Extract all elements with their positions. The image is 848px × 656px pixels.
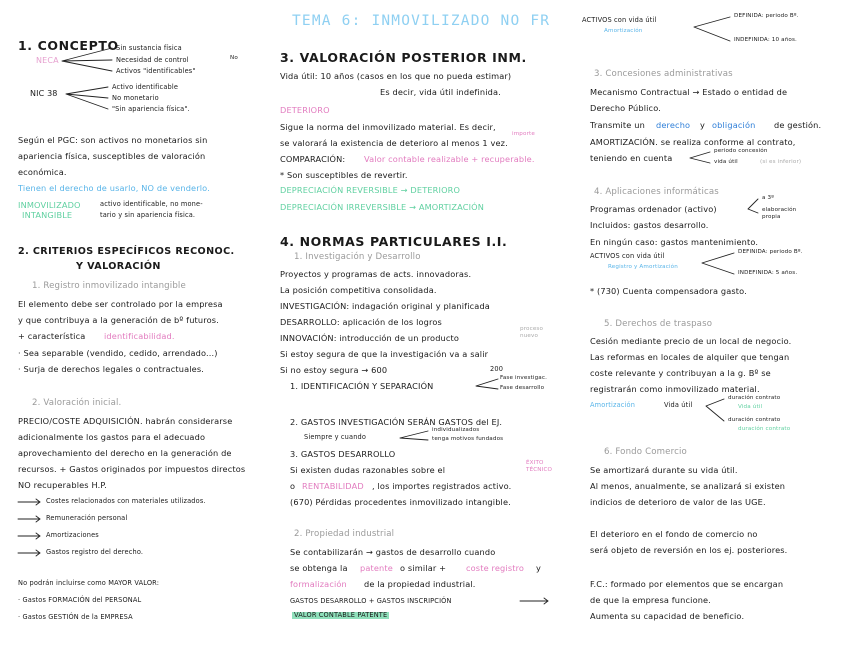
neca-label: NECA — [36, 56, 59, 65]
gastos-inscripcion: GASTOS DESARROLLO + GASTOS INSCRIPCIÓN — [290, 597, 452, 605]
dudas-o: o — [290, 481, 296, 491]
body-text: indicios de deterioro de valor de las UGE. — [590, 497, 766, 507]
registro-amortizacion: Registro y Amortización — [608, 264, 678, 270]
pgc-text: apariencia física, susceptibles de valoración — [18, 151, 206, 161]
body-text: * (730) Cuenta compensadora gasto. — [590, 286, 747, 296]
siempre-cuando: Siempre y cuando — [304, 433, 367, 441]
formalizacion-text: formalización — [290, 579, 347, 589]
arrow-item: Gastos registro del derecho. — [46, 548, 144, 556]
body-text: y — [700, 120, 705, 130]
rentabilidad-text: RENTABILIDAD — [302, 481, 364, 491]
comparacion-label: COMPARACIÓN: — [280, 154, 346, 164]
sub-aplicaciones: 4. Aplicaciones informáticas — [594, 187, 719, 197]
vida-util-text: Vida útil: 10 años (casos en los que no pueda estimar) — [280, 71, 512, 81]
sub-concesiones: 3. Concesiones administrativas — [594, 69, 733, 79]
inmovilizado-label: INMOVILIZADO — [18, 200, 81, 210]
neca-item: Activos "identificables" — [116, 67, 196, 75]
vida-util-text: Es decir, vida útil indefinida. — [380, 87, 501, 97]
body-text: + característica — [18, 331, 86, 341]
body-text: INNOVACIÓN: introducción de un producto — [280, 333, 460, 343]
definida-periodo: DEFINIDA: periodo Bº. — [734, 13, 799, 19]
body-text: de que la empresa funcione. — [590, 595, 712, 605]
nic-label: NIC 38 — [30, 89, 58, 98]
body-text: Incluidos: gastos desarrollo. — [590, 220, 709, 230]
indefinida-periodo: INDEFINIDA: 5 años. — [738, 270, 798, 276]
page-title: TEMA 6: INMOVILIZADO NO FR — [292, 13, 551, 29]
derecho-text: Tienen el derecho de usarlo, NO de venderlo. — [18, 183, 210, 193]
cuenta-200: 200 — [490, 365, 504, 373]
si-inferior: (si es inferior) — [760, 159, 802, 165]
body-text: Transmite un — [590, 120, 645, 130]
body-text: PRECIO/COSTE ADQUISICIÓN. habrán considerarse — [18, 416, 233, 426]
sub-propiedad-industrial: 2. Propiedad industrial — [294, 529, 395, 539]
body-text: · Surja de derechos legales o contractuales. — [18, 364, 205, 374]
body-text: AMORTIZACIÓN. se realiza conforme al contrato, — [590, 137, 796, 147]
body-text: Aumenta su capacidad de beneficio. — [590, 611, 745, 621]
duracion-contrato-note: duración contrato — [738, 426, 791, 432]
body-text: será objeto de reversión en los ej. posteriores. — [590, 545, 788, 555]
activos-vida-util: ACTIVOS con vida útil — [582, 16, 657, 24]
exito-tecnico: ÉXITO TÉCNICO — [526, 460, 553, 474]
perdidas-text: (670) Pérdidas procedentes inmovilizado intangible. — [290, 497, 511, 507]
body-text: DESARROLLO: aplicación de los logros — [280, 317, 442, 327]
arrow-item: Amortizaciones — [46, 531, 99, 539]
elaboracion-propia: elaboración propia — [762, 207, 797, 220]
importe-text: importe — [512, 131, 535, 137]
vida-util-note: Vida útil — [738, 404, 763, 410]
body-text: Si no estoy segura → 600 — [280, 365, 388, 375]
pgc-text: económica. — [18, 167, 67, 177]
heading-concepto: 1. CONCEPTO — [18, 38, 119, 53]
amortizacion-label: Amortización — [590, 401, 636, 409]
activos-vida-util: ACTIVOS con vida útil — [590, 252, 665, 260]
nic-item: No monetario — [112, 94, 159, 102]
amortizacion-label: Amortización — [604, 28, 643, 34]
no-incluirse-item: · Gastos GESTIÓN de la EMPRESA — [18, 613, 133, 621]
valor-contable-patente: VALOR CONTABLE PATENTE — [294, 611, 388, 619]
intangible-label: INTANGIBLE — [22, 210, 73, 220]
body-text: adicionalmente los gastos para el adecuado — [18, 432, 206, 442]
deterioro-label: DETERIORO — [280, 105, 330, 115]
fase-desarrollo: Fase desarrollo — [500, 385, 545, 391]
body-text: Se contabilizarán → gastos de desarrollo cuando — [290, 547, 496, 557]
motivos-fundados: tenga motivos fundados — [432, 436, 504, 442]
body-text: teniendo en cuenta — [590, 153, 673, 163]
body-text: de gestión. — [774, 120, 822, 130]
vida-util: vida útil — [714, 159, 738, 165]
definida-periodo: DEFINIDA: periodo Bº. — [738, 249, 803, 255]
identificabilidad-text: identificabilidad. — [104, 331, 175, 341]
body-text: F.C.: formado por elementos que se encargan — [590, 579, 784, 589]
inmov-def: activo identificable, no mone- — [100, 200, 203, 208]
sub-fondo-comercio: 6. Fondo Comercio — [604, 447, 687, 457]
obligacion-text: obligación — [712, 120, 756, 130]
no-incluirse-item: · Gastos FORMACIÓN del PERSONAL — [18, 596, 142, 604]
proceso-nuevo-note: proceso nuevo — [520, 326, 544, 339]
body-text: o similar + — [400, 563, 447, 573]
nic-item: "Sin apariencia física". — [112, 105, 190, 113]
body-text: El deterioro en el fondo de comercio no — [590, 529, 758, 539]
arrow-item: Costes relacionados con materiales utilizados. — [46, 497, 206, 505]
body-text: Si estoy segura de que la investigación va a salir — [280, 349, 489, 359]
body-text: Las reformas en locales de alquiler que tengan — [590, 352, 790, 362]
heading-criterios: 2. CRITERIOS ESPECÍFICOS RECONOC. — [18, 246, 235, 257]
periodo-concesion: periodo concesión — [714, 148, 768, 154]
body-text: y que contribuya a la generación de bº futuros. — [18, 315, 219, 325]
body-text: La posición competitiva consolidada. — [280, 285, 437, 295]
sub-valoracion-inicial: 2. Valoración inicial. — [32, 398, 122, 408]
sub-registro: 1. Registro inmovilizado intangible — [32, 281, 186, 291]
body-text: NO recuperables H.P. — [18, 480, 107, 490]
body-text: Se amortizará durante su vida útil. — [590, 465, 738, 475]
neca-item: Necesidad de control — [116, 56, 189, 64]
arrow-item: Remuneración personal — [46, 514, 128, 522]
derecho-text: derecho — [656, 120, 691, 130]
body-text: de la propiedad industrial. — [364, 579, 476, 589]
patente-text: patente — [360, 563, 393, 573]
body-text: recursos. + Gastos originados por impuestos directos — [18, 464, 246, 474]
a-terceros: a 3º — [762, 195, 775, 201]
body-text: El elemento debe ser controlado por la empresa — [18, 299, 223, 309]
body-text: se obtenga la — [290, 563, 348, 573]
fase-investigacion: Fase investigac. — [500, 375, 548, 381]
identificacion-text: 1. IDENTIFICACIÓN Y SEPARACIÓN — [290, 381, 434, 391]
no-incluirse-text: No podrán incluirse como MAYOR VALOR: — [18, 579, 160, 587]
body-text: Derecho Público. — [590, 103, 661, 113]
body-text: Programas ordenador (activo) — [590, 204, 717, 214]
indefinida-periodo: INDEFINIDA: 10 años. — [734, 37, 797, 43]
heading-criterios-2: Y VALORACIÓN — [76, 261, 161, 272]
duracion-contrato: duración contrato — [728, 417, 781, 423]
gastos-desarrollo: 3. GASTOS DESARROLLO — [290, 449, 396, 459]
body-text: Proyectos y programas de acts. innovadoras. — [280, 269, 472, 279]
comparacion-text: Valor contable realizable + recuperable. — [364, 154, 535, 164]
body-text: aprovechamiento del derecho en la generación de — [18, 448, 232, 458]
neca-note: No — [230, 55, 238, 61]
body-text: INVESTIGACIÓN: indagación original y planificada — [280, 301, 490, 311]
gastos-investigacion: 2. GASTOS INVESTIGACIÓN SERÁN GASTOS del EJ. — [290, 417, 503, 427]
body-text: * Son susceptibles de revertir. — [280, 170, 408, 180]
body-text: Cesión mediante precio de un local de negocio. — [590, 336, 792, 346]
individualizados: individualizados — [432, 427, 480, 433]
dudas-text: , los importes registrados activo. — [372, 481, 512, 491]
body-text: En ningún caso: gastos mantenimiento. — [590, 237, 759, 247]
pgc-text: Según el PGC: son activos no monetarios sin — [18, 135, 208, 145]
vida-util: Vida útil — [664, 401, 693, 409]
body-text: Sigue la norma del inmovilizado material. Es decir, — [280, 122, 496, 132]
body-text: registrarán como inmovilizado material. — [590, 384, 760, 394]
heading-normas: 4. NORMAS PARTICULARES I.I. — [280, 234, 508, 249]
body-text: Mecanismo Contractual → Estado o entidad de — [590, 87, 788, 97]
nic-item: Activo identificable — [112, 83, 179, 91]
dudas-text: Si existen dudas razonables sobre el — [290, 465, 446, 475]
neca-item: Sin sustancia física — [116, 44, 182, 52]
body-text: coste relevante y contribuyan a la g. Bº se — [590, 368, 771, 378]
heading-valoracion-posterior: 3. VALORACIÓN POSTERIOR INM. — [280, 50, 527, 65]
body-text: · Sea separable (vendido, cedido, arrendado...) — [18, 348, 218, 358]
sub-investigacion: 1. Investigación y Desarrollo — [294, 252, 421, 262]
sub-derechos-traspaso: 5. Derechos de traspaso — [604, 319, 713, 329]
duracion-contrato: duración contrato — [728, 395, 781, 401]
depreciacion-irreversible: DEPRECIACIÓN IRREVERSIBLE → AMORTIZACIÓN — [280, 202, 485, 212]
body-text: y — [536, 563, 541, 573]
depreciacion-reversible: DEPRECIACIÓN REVERSIBLE → DETERIORO — [280, 185, 461, 195]
body-text: Al menos, anualmente, se analizará si existen — [590, 481, 786, 491]
body-text: se valorará la existencia de deterioro al menos 1 vez. — [280, 138, 508, 148]
inmov-def: tario y sin apariencia física. — [100, 211, 196, 219]
coste-registro-text: coste registro — [466, 563, 525, 573]
